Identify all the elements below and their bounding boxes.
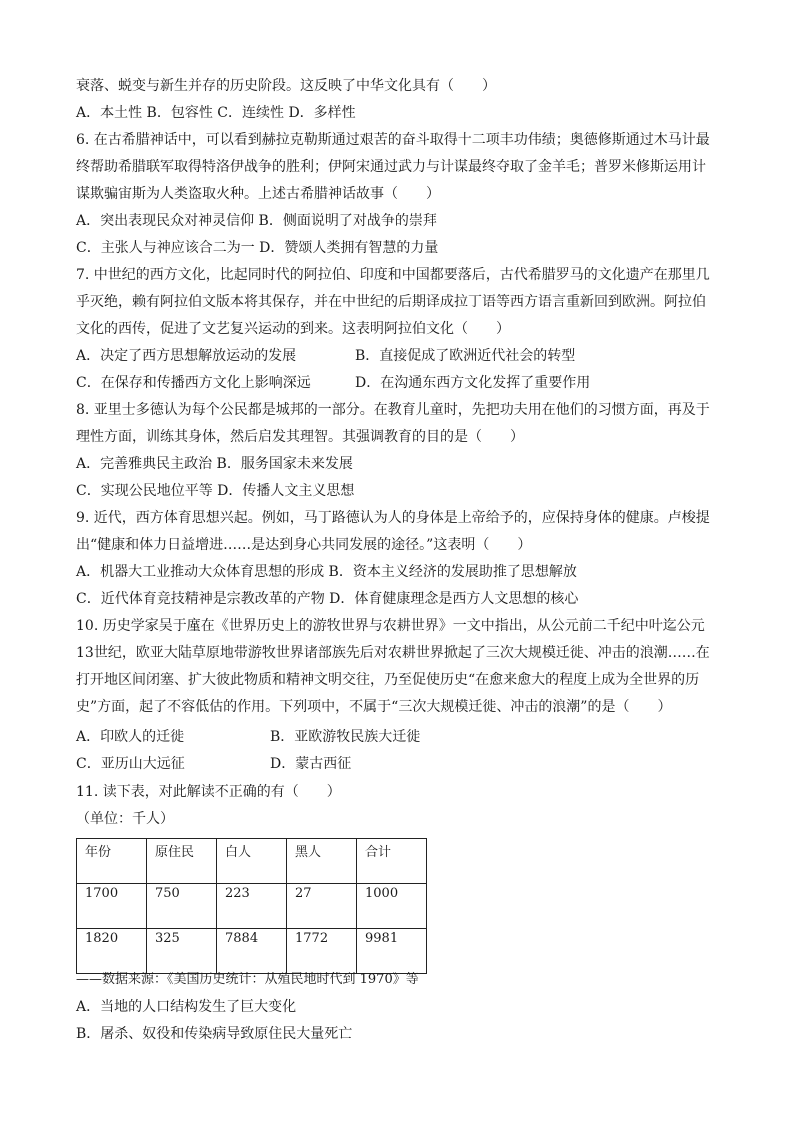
q9-options-cd: C．近代体育竞技精神是宗教改革的产物 D．体育健康理念是西方人文思想的核心: [76, 591, 579, 607]
q10-option-d: D．蒙古西征: [270, 756, 352, 772]
header-cell: 年份: [77, 839, 147, 884]
q6-stem-line: 终帮助希腊联军取得特洛伊战争的胜利；伊阿宋通过武力与计谋最终夺取了金羊毛；普罗米修斯运用计: [76, 159, 706, 175]
table-source-note: ——数据来源：《美国历史统计：从殖民地时代到 1970》等: [76, 972, 419, 987]
q10-stem-line: 13世纪，欧亚大陆草原地带游牧世界诸部族先后对农耕世界掀起了三次大规模迁徙、冲击的浪潮……在: [76, 645, 710, 661]
q8-options-cd: C．实现公民地位平等 D．传播人文主义思想: [76, 483, 355, 499]
q10-option-a: A．印欧人的迁徙: [76, 729, 185, 745]
table-cell: 1772: [287, 929, 357, 974]
header-cell: 原住民: [147, 839, 217, 884]
q7-option-d: D．在沟通东西方文化发挥了重要作用: [355, 375, 591, 391]
header-cell: 白人: [217, 839, 287, 884]
q6-options-ab: A．突出表现民众对神灵信仰 B．侧面说明了对战争的崇拜: [76, 213, 437, 229]
text-line: 衰落、蜕变与新生并存的历史阶段。这反映了中华文化具有（ ）: [76, 78, 496, 94]
table-unit-note: （单位：千人）: [76, 811, 174, 827]
q11-stem: 11. 读下表，对此解读不正确的有（ ）: [76, 784, 341, 800]
q11-option-b: B．屠杀、奴役和传染病导致原住民大量死亡: [76, 1026, 353, 1042]
q7-stem-line: 文化的西传，促进了文艺复兴运动的到来。这表明阿拉伯文化（ ）: [76, 321, 510, 337]
q9-stem-line: 9. 近代，西方体育思想兴起。例如，马丁路德认为人的身体是上帝给予的，应保持身体的健康。卢梭提: [76, 510, 710, 526]
table-row: [77, 884, 427, 929]
table-cell: 223: [217, 884, 287, 929]
q10-option-b: B．亚欧游牧民族大迁徙: [270, 729, 421, 745]
q9-options-ab: A．机器大工业推动大众体育思想的形成 B．资本主义经济的发展助推了思想解放: [76, 564, 577, 580]
table-row: [77, 929, 427, 974]
table-cell: 9981: [357, 929, 427, 974]
q7-option-b: B．直接促成了欧洲近代社会的转型: [355, 348, 576, 364]
table-cell: 750: [147, 884, 217, 929]
q10-stem-line: 打开地区间闭塞、扩大彼此物质和精神文明交往，乃至促使历史“在愈来愈大的程度上成为全世界的历: [76, 672, 700, 688]
table-cell: 325: [147, 929, 217, 974]
q9-stem-line: 出“健康和体力日益增进……是达到身心共同发展的途径。”这表明（ ）: [76, 537, 532, 553]
table-header-row: [77, 839, 427, 884]
q7-option-c: C．在保存和传播西方文化上影响深远: [76, 375, 311, 391]
q10-stem-line: 史”方面，起了不容低估的作用。下列项中，不属于“三次大规模迁徙、冲击的浪潮”的是（ ）: [76, 699, 672, 715]
q10-stem-line: 10. 历史学家吴于廑在《世界历史上的游牧世界与农耕世界》一文中指出，从公元前二千纪中叶迄公元: [76, 618, 705, 634]
population-table: [76, 838, 427, 974]
q7-stem-line: 7. 中世纪的西方文化，比起同时代的阿拉伯、印度和中国都要落后，古代希腊罗马的文化遗产在那里几: [76, 267, 710, 283]
table-cell: 27: [287, 884, 357, 929]
q7-option-a: A．决定了西方思想解放运动的发展: [76, 348, 297, 364]
q5-options: A．本土性 B．包容性 C．连续性 D．多样性: [76, 105, 356, 121]
q8-stem-line: 8. 亚里士多德认为每个公民都是城邦的一部分。在教育儿童时，先把功夫用在他们的习惯方面，再及于: [76, 402, 710, 418]
q7-stem-line: 乎灭绝，赖有阿拉伯文版本将其保存，并在中世纪的后期译成拉丁语等西方语言重新回到欧洲。阿拉伯: [76, 294, 706, 310]
q8-stem-line: 理性方面，训练其身体，然后启发其理智。其强调教育的目的是（ ）: [76, 429, 524, 445]
q11-option-a: A．当地的人口结构发生了巨大变化: [76, 999, 297, 1015]
q6-stem-line: 谋欺骗宙斯为人类盗取火种。上述古希腊神话故事（ ）: [76, 186, 440, 202]
table-cell: 7884: [217, 929, 287, 974]
q6-options-cd: C．主张人与神应该合二为一 D．赞颂人类拥有智慧的力量: [76, 240, 439, 256]
table-cell: 1820: [77, 929, 147, 974]
table-cell: 1000: [357, 884, 427, 929]
header-cell: 合计: [357, 839, 427, 884]
q8-options-ab: A．完善雅典民主政治 B．服务国家未来发展: [76, 456, 353, 472]
table-cell: 1700: [77, 884, 147, 929]
header-cell: 黑人: [287, 839, 357, 884]
q6-stem-line: 6. 在古希腊神话中，可以看到赫拉克勒斯通过艰苦的奋斗取得十二项丰功伟绩；奥德修斯通过木马计最: [76, 132, 710, 148]
q10-option-c: C．亚历山大远征: [76, 756, 185, 772]
